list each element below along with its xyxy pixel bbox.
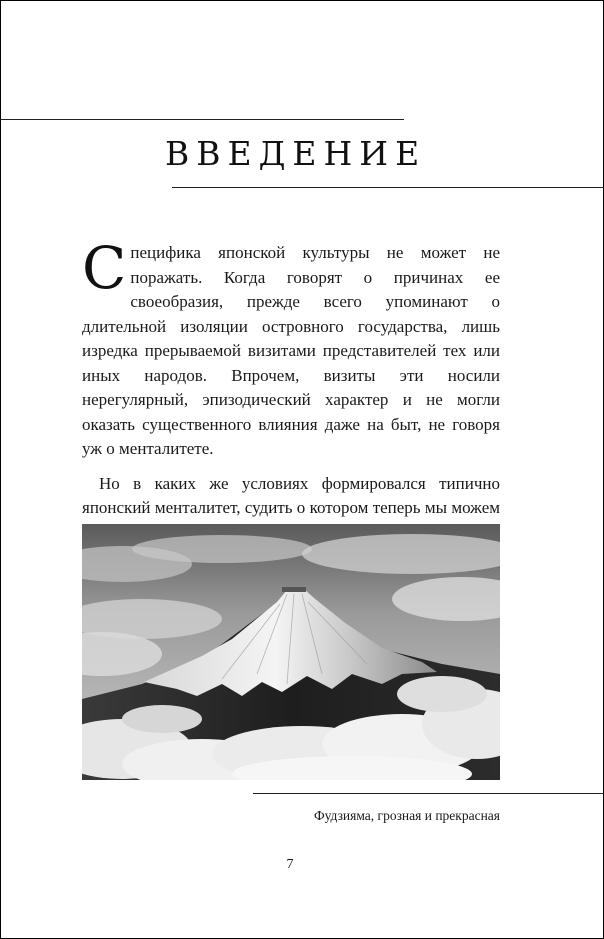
paragraph-1-text: пецифика японской культуры не может не поражать. Когда говорят о причинах ее своеобразия, прежде всего упоминают о длительной изоляции островного государства, лишь изредка прерываемой визитами представителей тех или иных народов. Впрочем, визиты эти носили нерегулярный, эпизодический характер и не могли оказать существенного влияния даже на быт, не говоря уж о менталитете. [82, 243, 500, 458]
decorative-rule-under-title [172, 187, 604, 188]
decorative-rule-caption [253, 793, 604, 794]
page-number: 7 [286, 857, 294, 872]
decorative-rule-top [0, 119, 404, 120]
figure-caption: Фудзияма, грозная и прекрасная [313, 808, 500, 823]
mount-fuji-photo [82, 524, 500, 780]
body-text [82, 234, 500, 545]
drop-cap: С [82, 234, 127, 302]
paragraph-2: Но в каких же условиях формировался типично японский менталитет, судить о котором теперь мы можем [82, 473, 500, 517]
paragraph-1 [82, 234, 500, 462]
chapter-title: ВВЕДЕНИЕ [165, 134, 427, 173]
